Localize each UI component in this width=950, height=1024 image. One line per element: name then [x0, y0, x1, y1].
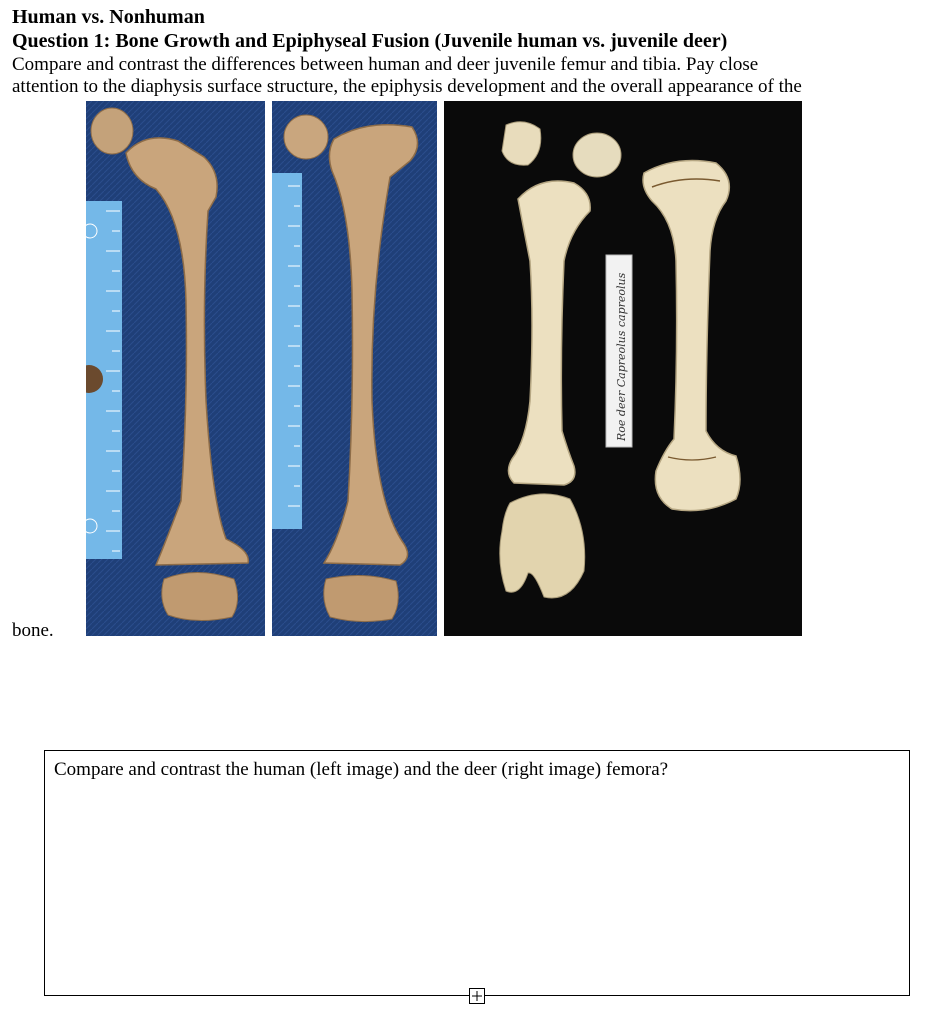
prompt-line-1: Compare and contrast the differences between human and deer juvenile femur and tibia. Pay close [12, 54, 759, 75]
answer-box-question: Compare and contrast the human (left image) and the deer (right image) femora? [54, 759, 669, 780]
question-title: Question 1: Bone Growth and Epiphyseal Fusion (Juvenile human vs. juvenile deer) [12, 30, 728, 52]
human-femur-photo [86, 101, 265, 636]
human-tibia-photo [272, 101, 437, 636]
resize-handle-icon[interactable] [469, 988, 485, 1004]
prompt-line-2: attention to the diaphysis surface structure, the epiphysis development and the overall appearance of the [12, 76, 802, 97]
answer-text-box[interactable] [44, 750, 910, 996]
specimen-label-card [606, 255, 632, 447]
prompt-tail: bone. [12, 620, 54, 641]
specimen-label-text: Roe deer Capreolus capreolus [615, 272, 628, 441]
document-heading: Human vs. Nonhuman [12, 6, 205, 28]
deer-bones-photo [444, 101, 802, 636]
